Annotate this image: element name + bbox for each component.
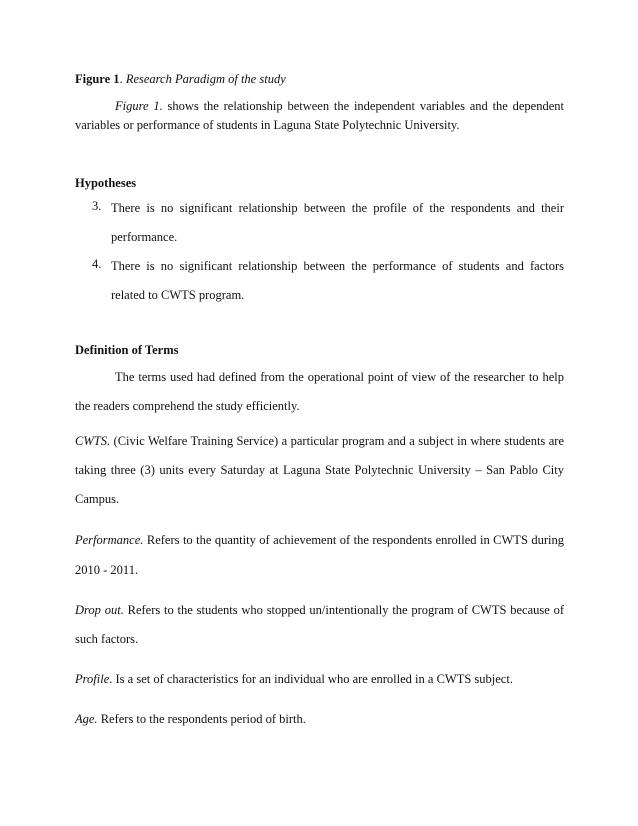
definition-age <box>75 710 564 728</box>
term-text: Refers to the students who stopped un/intentionally the program of CWTS because of <box>123 603 564 617</box>
figure-title: Research Paradigm of the study <box>125 72 286 86</box>
figure-caption <box>75 70 564 88</box>
definition-performance <box>75 531 564 549</box>
term-label: Age. <box>75 712 98 726</box>
hypothesis-number: 3. <box>92 199 102 213</box>
definition-heading: Definition of Terms <box>75 343 179 357</box>
hypothesis-text-line: There is no significant relationship between the profile of the respondents and their <box>111 201 564 215</box>
definition-intro-line: The terms used had defined from the operational point of view of the researcher to help <box>115 370 564 384</box>
term-text: Refers to the quantity of achievement of the respondents enrolled in CWTS during <box>143 533 564 547</box>
figure-reference: Figure 1. <box>115 99 163 113</box>
definition-text-line: Campus. <box>75 492 120 506</box>
definition-text-line: such factors. <box>75 632 139 646</box>
hypothesis-text-line: related to CWTS program. <box>111 288 245 302</box>
definition-cwts <box>75 432 564 450</box>
term-label: CWTS. <box>75 434 111 448</box>
figure-description-text: shows the relationship between the independent variables and the dependent <box>162 99 564 113</box>
figure-description-line <box>75 97 564 115</box>
term-label: Profile <box>75 672 110 686</box>
definition-profile <box>75 670 564 688</box>
term-label: Drop out. <box>75 603 124 617</box>
definition-drop-out <box>75 601 564 619</box>
term-text: (Civic Welfare Training Service) a particular program and a subject in where students are <box>110 434 564 448</box>
figure-caption-sep: . <box>119 72 126 86</box>
hypothesis-text-line: There is no significant relationship between the performance of students and factors <box>111 259 564 273</box>
hypotheses-heading: Hypotheses <box>75 176 137 190</box>
term-label: Performance. <box>75 533 144 547</box>
figure-label: Figure 1 <box>75 72 120 86</box>
term-text: Refers to the respondents period of birth. <box>97 712 306 726</box>
hypothesis-text-line: performance. <box>111 230 178 244</box>
definition-intro-line: the readers comprehend the study efficiently. <box>75 399 300 413</box>
hypothesis-number: 4. <box>92 257 102 271</box>
figure-description-line: variables or performance of students in Laguna State Polytechnic University. <box>75 118 460 132</box>
term-text: . Is a set of characteristics for an individual who are enrolled in a CWTS subject. <box>109 672 513 686</box>
definition-text-line: taking three (3) units every Saturday at Laguna State Polytechnic University – San Pablo City <box>75 463 564 477</box>
definition-text-line: 2010 - 2011. <box>75 563 139 577</box>
